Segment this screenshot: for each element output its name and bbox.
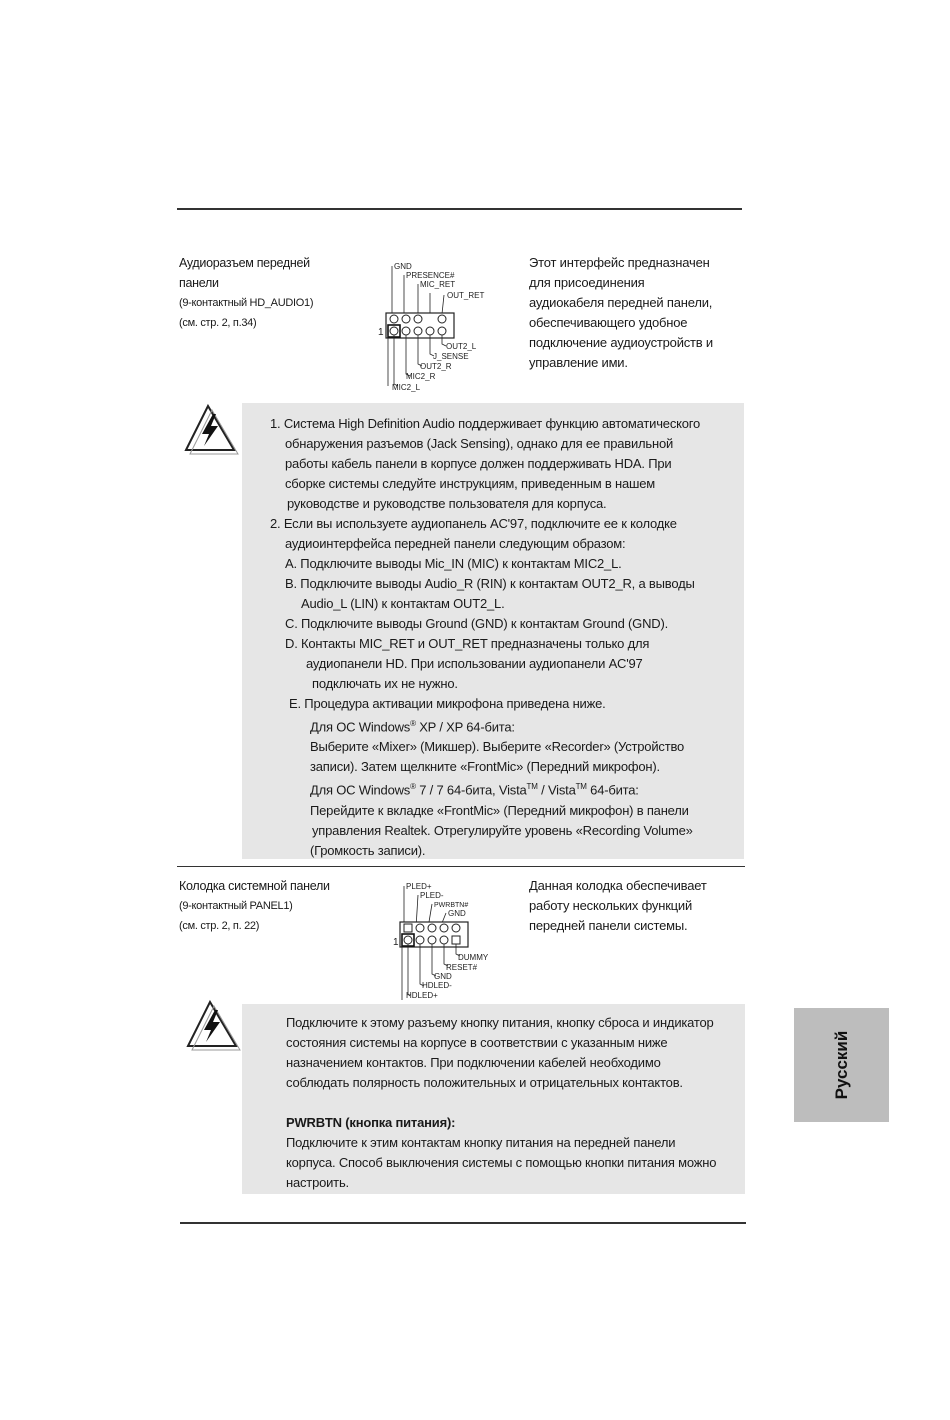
note-line: записи). Затем щелкните «FrontMic» (Передний микрофон).: [310, 759, 660, 775]
note-line: B. Подключите выводы Audio_R (RIN) к контактам OUT2_R, а выводы: [285, 576, 695, 591]
description-line: управление ими.: [529, 355, 628, 370]
note-line: состояния системы на корпусе в соответствии с указанным ниже: [286, 1035, 668, 1050]
pin-label: PLED-: [420, 891, 444, 900]
os-text: XP / XP 64-бита:: [415, 719, 515, 735]
pin-label: PLED+: [406, 882, 432, 891]
audio-label-line: Аудиоразъем передней: [179, 256, 310, 270]
note-line: 1. Система High Definition Audio поддерживает функцию автоматического: [270, 416, 701, 431]
note-line: Подключите к этим контактам кнопку питания на передней панели: [286, 1135, 676, 1150]
pin-label: J_SENSE: [433, 352, 469, 361]
note-line: аудиоинтерфейса передней панели следующим образом:: [285, 536, 626, 551]
pin-label: GND: [448, 909, 466, 918]
audio-label-line: (см. стр. 2, п.34): [179, 317, 257, 329]
note-line: подключать их не нужно.: [312, 676, 458, 691]
note-line: E. Процедура активации микрофона приведена ниже.: [289, 696, 606, 711]
note-line: A. Подключите выводы Mic_IN (MIC) к контактам MIC2_L.: [285, 556, 622, 571]
audio-note-text: [270, 414, 700, 861]
panel-label-line: Колодка системной панели: [179, 879, 330, 893]
note-line: 2. Если вы используете аудиопанель AC'97, подключите ее к колодке: [270, 516, 677, 531]
audio-label-line: (9-контактный HD_AUDIO1): [179, 297, 314, 309]
note-line: аудиопанели HD. При использовании аудиопанели AC'97: [306, 656, 643, 671]
system-panel-pin-diagram: [392, 878, 502, 1002]
os-sup: ®: [410, 782, 416, 792]
warning-icon: [180, 400, 240, 464]
note-line: назначением контактов. При подключении кабелей необходимо: [286, 1055, 661, 1070]
os-text: 7 / 7 64-бита, Vista: [415, 782, 527, 798]
note-line: C. Подключите выводы Ground (GND) к контактам Ground (GND).: [285, 616, 669, 631]
hd-audio-pin-diagram: [370, 258, 510, 398]
note-line: Перейдите к вкладке «FrontMic» (Передний микрофон) в панели: [310, 802, 689, 818]
warning-icon: [182, 996, 242, 1060]
description-line: Данная колодка обеспечивает: [529, 878, 707, 893]
note-line: сборке системы следуйте инструкциям, приведенным в нашем: [285, 476, 656, 491]
pin-label: OUT2_R: [420, 362, 452, 371]
pin-label: MIC2_L: [392, 383, 421, 392]
pin-label: MIC2_R: [406, 372, 436, 381]
side-tab-label: Русский: [831, 1030, 851, 1100]
note-line: Выберите «Mixer» (Микшер). Выберите «Recorder» (Устройство: [310, 739, 685, 755]
note-line-os-xp: [310, 714, 700, 737]
note-line: работы кабель панели в корпусе должен поддерживать HDA. При: [285, 456, 672, 471]
description-line: передней панели системы.: [529, 918, 688, 933]
os-sup: TM: [526, 782, 538, 792]
note-line: обнаружения разъемов (Jack Sensing), однако для ее правильной: [285, 436, 674, 451]
note-line: Audio_L (LIN) к контактам OUT2_L.: [301, 596, 505, 611]
description-line: для присоединения: [529, 275, 645, 290]
note-line: корпуса. Способ выключения системы с помощью кнопки питания можно: [286, 1155, 717, 1170]
pin-label: HDLED+: [406, 991, 438, 1000]
note-line: (Громкость записи).: [310, 842, 426, 858]
note-line: настроить.: [286, 1175, 349, 1190]
panel-header-label: [179, 876, 379, 936]
description-line: Этот интерфейс предназначен: [529, 255, 710, 270]
top-rule: [177, 208, 742, 210]
pin-label: PWRBTN#: [434, 902, 469, 909]
note-line: Подключите к этому разъему кнопку питания, кнопку сброса и индикатор: [286, 1015, 714, 1030]
note-line: соблюдать полярность положительных и отрицательных контактов.: [286, 1075, 683, 1090]
os-sup: TM: [575, 782, 587, 792]
os-text: / Vista: [537, 782, 576, 798]
description-line: подключение аудиоустройств и: [529, 335, 713, 350]
description-line: работу нескольких функций: [529, 898, 693, 913]
note-line: руководстве и руководстве пользователя для корпуса.: [287, 496, 607, 511]
description-line: обеспечивающего удобное: [529, 315, 688, 330]
bottom-rule: [180, 1222, 746, 1224]
pin-label: DUMMY: [458, 953, 489, 962]
pin-label: PRESENCE#: [406, 271, 455, 280]
pin1-marker: 1: [378, 327, 384, 338]
os-text: Для ОС Windows: [310, 719, 411, 735]
note-line-os-win7: [310, 777, 700, 800]
audio-label-line: панели: [179, 276, 219, 290]
os-text: Для ОС Windows: [310, 782, 411, 798]
os-text: 64-бита:: [586, 782, 639, 798]
pin-label: GND: [434, 972, 452, 981]
audio-description: [529, 253, 749, 373]
panel-description: [529, 876, 739, 936]
audio-header-label: [179, 253, 369, 333]
pin-label: RESET#: [446, 963, 478, 972]
note-line: D. Контакты MIC_RET и OUT_RET предназначены только для: [285, 636, 650, 651]
description-line: аудиокабеля передней панели,: [529, 295, 713, 310]
pin-label: OUT_RET: [447, 291, 485, 300]
note-line: управления Realtek. Отрегулируйте уровень «Recording Volume»: [312, 822, 693, 838]
pin1-marker: 1: [393, 937, 399, 948]
panel-label-line: (см. стр. 2, п. 22): [179, 920, 260, 932]
panel-note-text: [286, 1013, 716, 1193]
note-heading: [286, 1113, 716, 1133]
pwrbtn-heading: PWRBTN (кнопка питания):: [286, 1115, 456, 1130]
pin-label: HDLED-: [422, 981, 452, 990]
os-sup: ®: [410, 719, 416, 728]
pin-label: OUT2_L: [446, 342, 477, 351]
pin-label: MIC_RET: [420, 280, 456, 289]
panel-label-line: (9-контактный PANEL1): [179, 900, 293, 912]
language-side-tab: [794, 1008, 889, 1122]
pin-label: GND: [394, 262, 412, 271]
middle-rule: [177, 866, 745, 867]
